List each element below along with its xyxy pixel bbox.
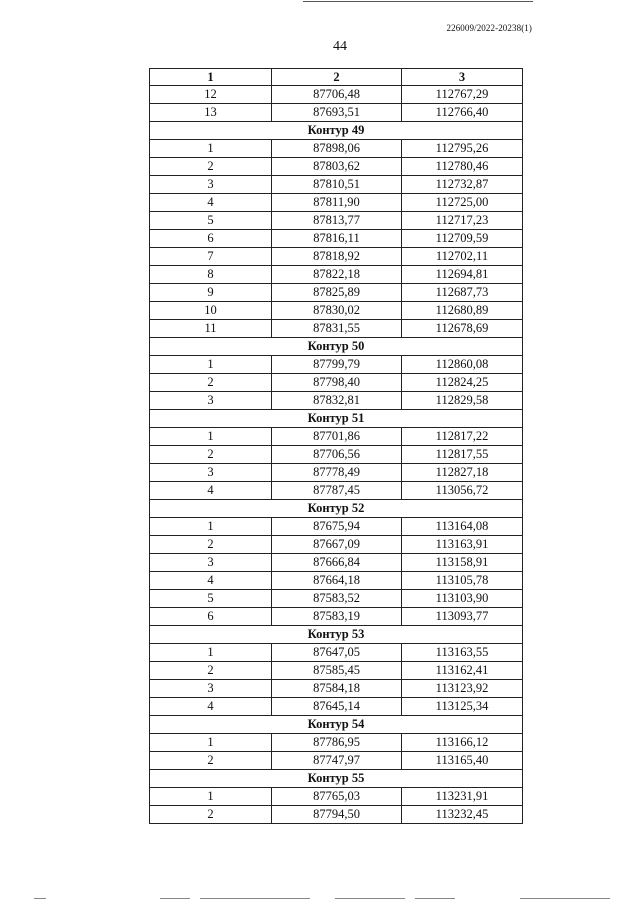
y-coordinate-cell: 112817,55	[402, 446, 523, 464]
column-header-1: 1	[150, 69, 272, 86]
y-coordinate-cell: 112694,81	[402, 266, 523, 284]
top-rule	[303, 1, 533, 2]
y-coordinate-cell: 113166,12	[402, 734, 523, 752]
y-coordinate-cell: 112795,26	[402, 140, 523, 158]
y-coordinate-cell: 113164,08	[402, 518, 523, 536]
page-number: 44	[333, 39, 347, 54]
table-row	[150, 446, 523, 464]
point-number-cell: 1	[150, 644, 272, 662]
y-coordinate-cell: 112678,69	[402, 320, 523, 338]
point-number-cell: 3	[150, 392, 272, 410]
point-number-cell: 8	[150, 266, 272, 284]
point-number-cell: 1	[150, 734, 272, 752]
point-number-cell: 4	[150, 194, 272, 212]
table-row	[150, 590, 523, 608]
point-number-cell: 1	[150, 788, 272, 806]
x-coordinate-cell: 87747,97	[272, 752, 402, 770]
table-row	[150, 428, 523, 446]
point-number-cell: 10	[150, 302, 272, 320]
table-row	[150, 572, 523, 590]
contour-header-row	[150, 410, 523, 428]
contour-label: Контур 49	[150, 122, 523, 140]
table-row	[150, 680, 523, 698]
table-row	[150, 752, 523, 770]
point-number-cell: 5	[150, 212, 272, 230]
x-coordinate-cell: 87583,19	[272, 608, 402, 626]
table-row	[150, 104, 523, 122]
contour-label: Контур 54	[150, 716, 523, 734]
x-coordinate-cell: 87810,51	[272, 176, 402, 194]
point-number-cell: 2	[150, 536, 272, 554]
x-coordinate-cell: 87706,56	[272, 446, 402, 464]
y-coordinate-cell: 113162,41	[402, 662, 523, 680]
y-coordinate-cell: 112817,22	[402, 428, 523, 446]
point-number-cell: 1	[150, 140, 272, 158]
point-number-cell: 11	[150, 320, 272, 338]
point-number-cell: 2	[150, 374, 272, 392]
y-coordinate-cell: 112827,18	[402, 464, 523, 482]
point-number-cell: 13	[150, 104, 272, 122]
point-number-cell: 3	[150, 554, 272, 572]
contour-header-row	[150, 122, 523, 140]
point-number-cell: 7	[150, 248, 272, 266]
point-number-cell: 4	[150, 572, 272, 590]
point-number-cell: 2	[150, 158, 272, 176]
x-coordinate-cell: 87667,09	[272, 536, 402, 554]
point-number-cell: 6	[150, 230, 272, 248]
footer-scan-marks	[0, 890, 640, 904]
table-row	[150, 302, 523, 320]
y-coordinate-cell: 113123,92	[402, 680, 523, 698]
table-row	[150, 212, 523, 230]
x-coordinate-cell: 87832,81	[272, 392, 402, 410]
y-coordinate-cell: 112687,73	[402, 284, 523, 302]
x-coordinate-cell: 87811,90	[272, 194, 402, 212]
table-row	[150, 194, 523, 212]
point-number-cell: 1	[150, 356, 272, 374]
table-row	[150, 608, 523, 626]
y-coordinate-cell: 113163,55	[402, 644, 523, 662]
table-row	[150, 536, 523, 554]
point-number-cell: 3	[150, 176, 272, 194]
contour-label: Контур 50	[150, 338, 523, 356]
y-coordinate-cell: 113103,90	[402, 590, 523, 608]
point-number-cell: 2	[150, 446, 272, 464]
y-coordinate-cell: 112702,11	[402, 248, 523, 266]
contour-label: Контур 51	[150, 410, 523, 428]
point-number-cell: 1	[150, 518, 272, 536]
table-row	[150, 284, 523, 302]
x-coordinate-cell: 87816,11	[272, 230, 402, 248]
y-coordinate-cell: 113125,34	[402, 698, 523, 716]
x-coordinate-cell: 87794,50	[272, 806, 402, 824]
table-row	[150, 356, 523, 374]
y-coordinate-cell: 113232,45	[402, 806, 523, 824]
table-row	[150, 86, 523, 104]
y-coordinate-cell: 112860,08	[402, 356, 523, 374]
table-row	[150, 140, 523, 158]
point-number-cell: 1	[150, 428, 272, 446]
x-coordinate-cell: 87583,52	[272, 590, 402, 608]
table-row	[150, 482, 523, 500]
table-row	[150, 806, 523, 824]
y-coordinate-cell: 112780,46	[402, 158, 523, 176]
x-coordinate-cell: 87822,18	[272, 266, 402, 284]
y-coordinate-cell: 113105,78	[402, 572, 523, 590]
header-row	[150, 69, 523, 86]
coordinates-table	[149, 68, 523, 824]
point-number-cell: 5	[150, 590, 272, 608]
y-coordinate-cell: 112732,87	[402, 176, 523, 194]
point-number-cell: 4	[150, 698, 272, 716]
y-coordinate-cell: 112767,29	[402, 86, 523, 104]
x-coordinate-cell: 87813,77	[272, 212, 402, 230]
y-coordinate-cell: 112829,58	[402, 392, 523, 410]
x-coordinate-cell: 87778,49	[272, 464, 402, 482]
table-row	[150, 320, 523, 338]
table-row	[150, 176, 523, 194]
y-coordinate-cell: 113163,91	[402, 536, 523, 554]
x-coordinate-cell: 87825,89	[272, 284, 402, 302]
table-row	[150, 698, 523, 716]
table-row	[150, 248, 523, 266]
y-coordinate-cell: 112725,00	[402, 194, 523, 212]
y-coordinate-cell: 112709,59	[402, 230, 523, 248]
point-number-cell: 3	[150, 680, 272, 698]
x-coordinate-cell: 87693,51	[272, 104, 402, 122]
x-coordinate-cell: 87831,55	[272, 320, 402, 338]
x-coordinate-cell: 87799,79	[272, 356, 402, 374]
point-number-cell: 4	[150, 482, 272, 500]
x-coordinate-cell: 87701,86	[272, 428, 402, 446]
x-coordinate-cell: 87898,06	[272, 140, 402, 158]
x-coordinate-cell: 87830,02	[272, 302, 402, 320]
x-coordinate-cell: 87664,18	[272, 572, 402, 590]
x-coordinate-cell: 87803,62	[272, 158, 402, 176]
y-coordinate-cell: 112824,25	[402, 374, 523, 392]
table-row	[150, 518, 523, 536]
contour-header-row	[150, 626, 523, 644]
point-number-cell: 2	[150, 662, 272, 680]
contour-header-row	[150, 338, 523, 356]
table-row	[150, 392, 523, 410]
table-row	[150, 662, 523, 680]
table-row	[150, 230, 523, 248]
document-id: 226009/2022-20238(1)	[446, 23, 532, 33]
table-body	[150, 86, 523, 824]
x-coordinate-cell: 87706,48	[272, 86, 402, 104]
y-coordinate-cell: 112717,23	[402, 212, 523, 230]
x-coordinate-cell: 87647,05	[272, 644, 402, 662]
table-header	[150, 69, 523, 86]
x-coordinate-cell: 87798,40	[272, 374, 402, 392]
y-coordinate-cell: 112680,89	[402, 302, 523, 320]
x-coordinate-cell: 87584,18	[272, 680, 402, 698]
point-number-cell: 6	[150, 608, 272, 626]
table-row	[150, 464, 523, 482]
contour-header-row	[150, 500, 523, 518]
y-coordinate-cell: 112766,40	[402, 104, 523, 122]
point-number-cell: 12	[150, 86, 272, 104]
x-coordinate-cell: 87645,14	[272, 698, 402, 716]
table-row	[150, 554, 523, 572]
table-row	[150, 158, 523, 176]
table-row	[150, 644, 523, 662]
column-header-2: 2	[272, 69, 402, 86]
y-coordinate-cell: 113231,91	[402, 788, 523, 806]
point-number-cell: 2	[150, 752, 272, 770]
x-coordinate-cell: 87787,45	[272, 482, 402, 500]
x-coordinate-cell: 87765,03	[272, 788, 402, 806]
point-number-cell: 9	[150, 284, 272, 302]
table-row	[150, 734, 523, 752]
y-coordinate-cell: 113056,72	[402, 482, 523, 500]
point-number-cell: 2	[150, 806, 272, 824]
x-coordinate-cell: 87818,92	[272, 248, 402, 266]
x-coordinate-cell: 87585,45	[272, 662, 402, 680]
contour-label: Контур 53	[150, 626, 523, 644]
x-coordinate-cell: 87675,94	[272, 518, 402, 536]
column-header-3: 3	[402, 69, 523, 86]
table-row	[150, 788, 523, 806]
x-coordinate-cell: 87786,95	[272, 734, 402, 752]
y-coordinate-cell: 113158,91	[402, 554, 523, 572]
contour-header-row	[150, 716, 523, 734]
y-coordinate-cell: 113093,77	[402, 608, 523, 626]
table-row	[150, 374, 523, 392]
contour-label: Контур 52	[150, 500, 523, 518]
x-coordinate-cell: 87666,84	[272, 554, 402, 572]
contour-label: Контур 55	[150, 770, 523, 788]
y-coordinate-cell: 113165,40	[402, 752, 523, 770]
point-number-cell: 3	[150, 464, 272, 482]
contour-header-row	[150, 770, 523, 788]
table-row	[150, 266, 523, 284]
